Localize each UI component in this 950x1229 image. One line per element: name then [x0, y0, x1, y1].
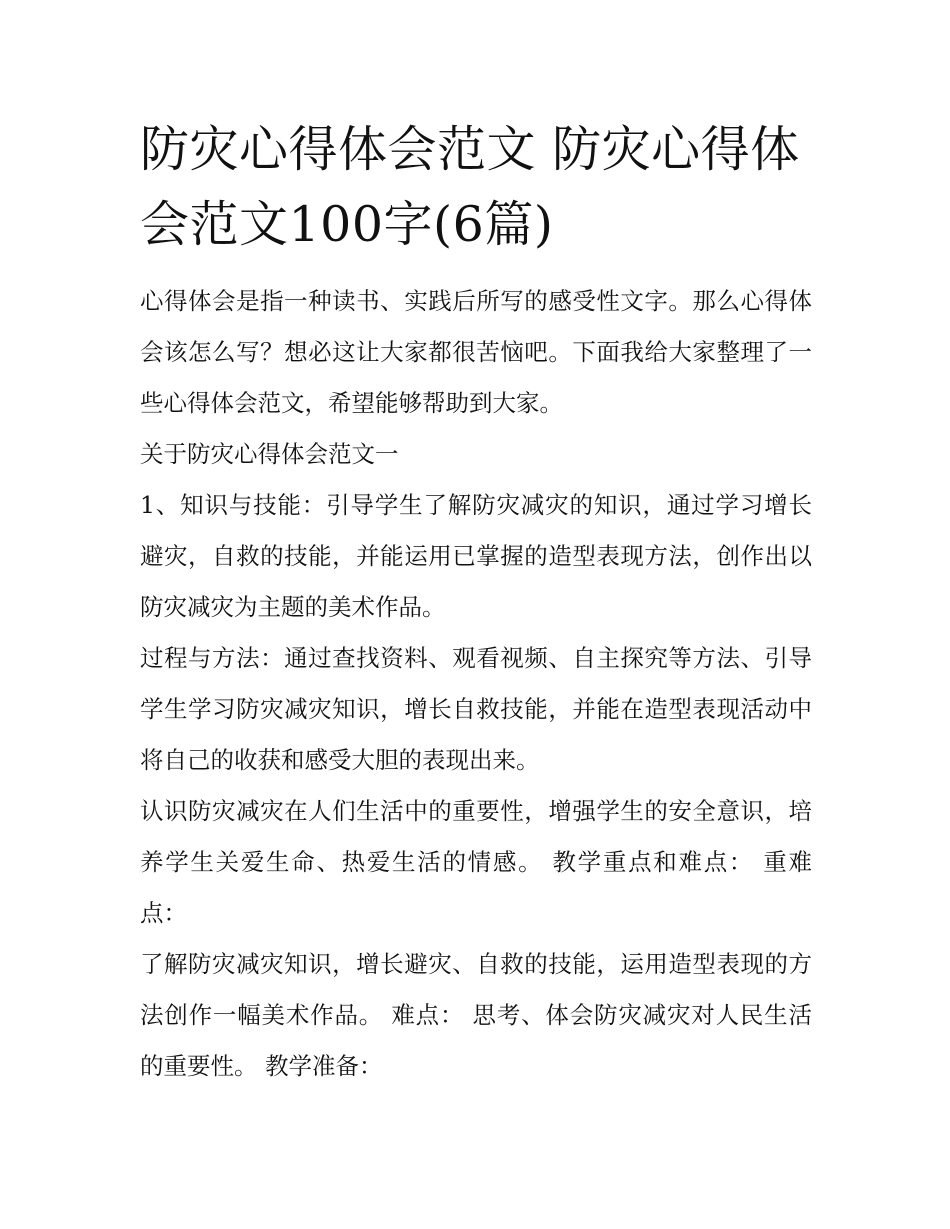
title-line-1: 防灾心得体会范文 防灾心得体	[140, 121, 800, 178]
paragraph-intro: 心得体会是指一种读书、实践后所写的感受性文字。那么心得体会该怎么写？想必这让大家都很苦恼吧。下面我给大家整理了一些心得体会范文，希望能够帮助到大家。	[140, 287, 812, 417]
paragraph-knowledge-skills: 1、知识与技能：引导学生了解防灾减灾的知识，通过学习增长避灾，自救的技能，并能运用已掌握的造型表现方法，创作出以防灾减灾为主题的美术作品。	[140, 491, 812, 621]
paragraph-key-points: 了解防灾减灾知识，增长避灾、自救的技能，运用造型表现的方法创作一幅美术作品。 难点： 思考、体会防灾减灾对人民生活的重要性。 教学准备：	[140, 950, 812, 1080]
title-line-2: 会范文100字(6篇)	[140, 196, 554, 253]
document-paragraphs	[140, 276, 812, 1092]
paragraph-process-methods: 过程与方法：通过查找资料、观看视频、自主探究等方法、引导学生学习防灾减灾知识，增长自救技能，并能在造型表现活动中将自己的收获和感受大胆的表现出来。	[140, 644, 812, 774]
paragraph-importance: 认识防灾减灾在人们生活中的重要性，增强学生的安全意识，培养学生关爱生命、热爱生活的情感。 教学重点和难点： 重难点：	[140, 797, 812, 927]
document-body	[140, 112, 812, 1092]
section-heading: 关于防灾心得体会范文一	[140, 440, 399, 468]
document-title	[140, 112, 812, 262]
